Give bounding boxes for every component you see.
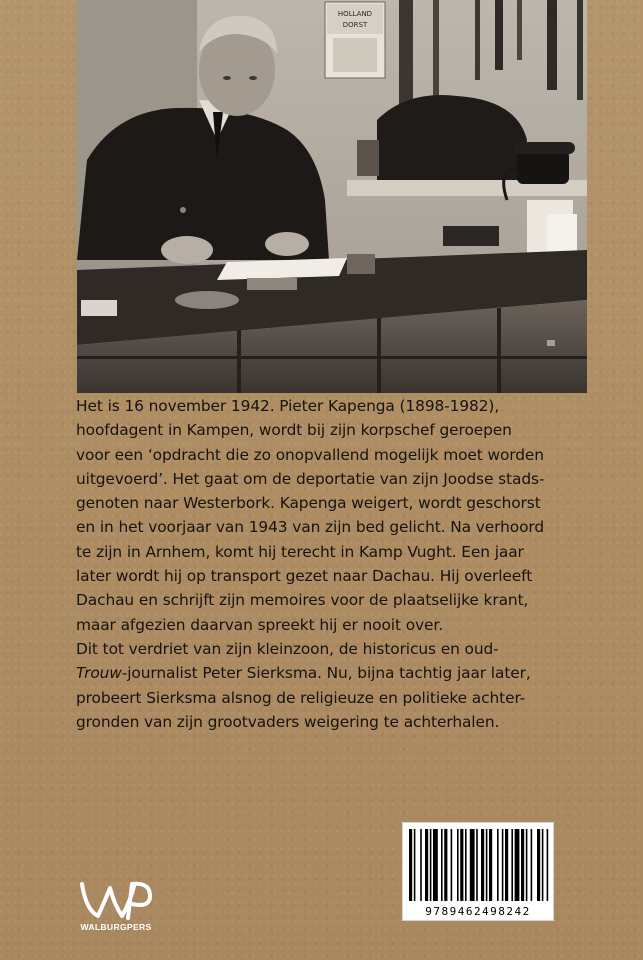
barcode-bar [465,829,467,901]
barcode-bar [497,829,499,901]
blurb-line-trouw [76,661,596,685]
blurb-line: Het is 16 november 1942. Pieter Kapenga (1898-1982), [76,397,500,415]
wp-logo-icon [76,878,156,922]
barcode-bar [451,829,453,901]
photo-officer-at-desk [77,0,587,393]
blurb-line: en in het voorjaar van 1943 van zijn bed gelicht. Na verhoord [76,518,545,537]
barcode-bar [425,829,428,901]
barcode-bar [531,829,533,901]
blurb-line: Dachau en schrijft zijn memoires voor de plaatselijke krant, [76,591,529,610]
blurb-line: te zijn in Arnhem, komt hij terecht in Kamp Vught. Een jaar [76,542,524,561]
back-cover-blurb [76,394,596,734]
blurb-line: hoofdagent in Kampen, wordt bij zijn korpschef geroepen [76,421,512,440]
barcode-bar [476,829,478,901]
blurb-line: maar afgezien daarvan spreekt hij er nooit over. [76,615,444,634]
blurb-line: voor een ‘opdracht die zo onopvallend mogelijk moet worden [76,445,544,464]
barcode-bar [420,829,422,901]
barcode-bar [414,829,416,901]
blurb-line-rest: -journalist Peter Sierksma. Nu, bijna tachtig jaar later, [121,664,531,683]
isbn-number: 9789462498242 [425,905,531,918]
barcode-bar [486,829,488,901]
blurb-line: gronden van zijn grootvaders weigering te achterhalen. [76,712,500,731]
barcode-bar [502,829,504,901]
barcode-bar [460,829,463,901]
calendar-text-2: DORST [342,21,368,29]
barcode-bar [537,829,540,901]
barcode-bar [481,829,484,901]
barcode-bar [430,829,432,901]
barcode-bar [409,829,412,901]
barcode-bar [444,829,447,901]
barcode-bars [403,823,553,903]
barcode-bar [457,829,459,901]
barcode-bar [547,829,549,901]
blurb-line: later wordt hij op transport gezet naar Dachau. Hij overleeft [76,567,533,586]
calendar-text-1: HOLLAND [337,10,373,18]
barcode-bar [515,829,520,901]
isbn-barcode [402,822,554,921]
barcode-bar [433,829,438,901]
publisher-name: WALBURGPERS [80,922,152,932]
barcode-bar [489,829,492,901]
cover-photo [77,0,587,393]
blurb-line: genoten naar Westerbork. Kapenga weigert, wordt geschorst [76,494,541,513]
barcode-bar [470,829,475,901]
barcode-bar [511,829,513,901]
blurb-line: probeert Sierksma alsnog de religieuze en politieke achter- [76,688,526,707]
blurb-line: uitgevoerd’. Het gaat om de deportatie van zijn Joodse stads- [76,469,545,488]
calendar [325,2,385,78]
barcode-bar [526,829,528,901]
barcode-bar [521,829,524,901]
barcode-bar [505,829,508,901]
trouw-italic: Trouw [76,664,122,683]
barcode-bar [441,829,443,901]
blurb-line: Dit tot verdriet van zijn kleinzoon, de historicus en oud- [76,639,499,658]
barcode-bar [542,829,544,901]
